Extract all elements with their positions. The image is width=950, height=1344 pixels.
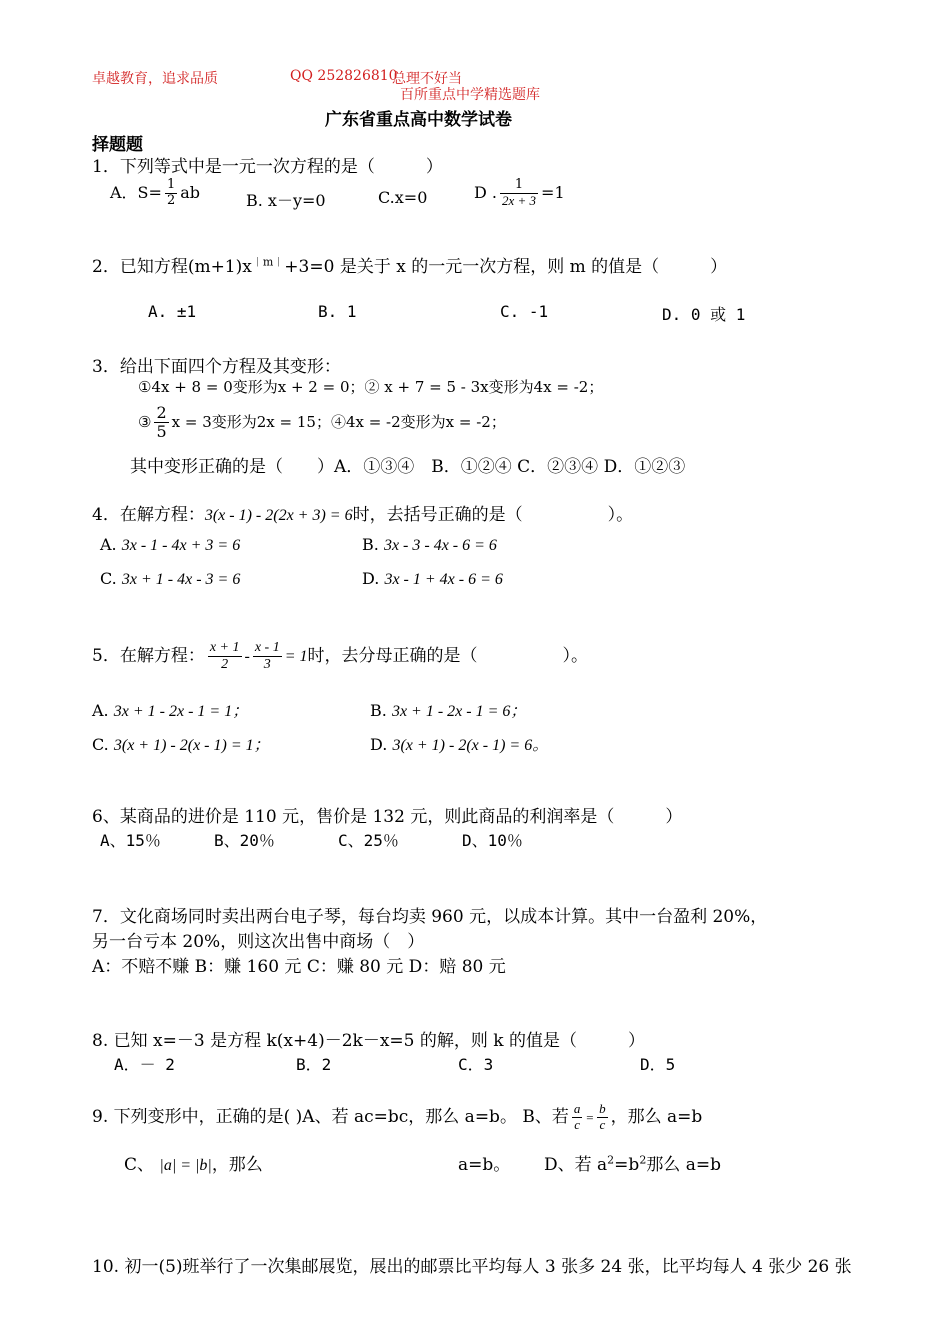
q6-option-a: A、15％ <box>100 831 161 850</box>
q1-option-c: C.x=0 <box>378 188 428 207</box>
q1-d-fraction: $\frac{1}{2x + 3}$ <box>502 177 537 208</box>
q6-option-d: D、10％ <box>462 831 523 850</box>
q2-option-a: A. ±1 <box>148 302 197 321</box>
q5-stem: 5．在解方程： $\frac{x + 1}{2}$ - $\frac{x - 1}{3}$ = 1时，去分母正确的是（ ）。 <box>92 640 589 673</box>
header-qq: QQ 252826810 <box>290 68 398 84</box>
q5-option-a: A. 3x + 1 - 2x - 1 = 1； <box>92 701 249 720</box>
q8-option-d: D．5 <box>640 1055 676 1074</box>
q4-option-b: B. 3x - 3 - 4x - 6 = 6 <box>362 535 497 554</box>
q2-stem: 2．已知方程$(m+1)x^{︱m︱}+3=0$ 是关于 x 的一元一次方程，则 m 的值是（ ） <box>92 255 728 277</box>
header-school: 卓越教育，追求品质 <box>92 71 218 87</box>
q4-option-a: A. 3x - 1 - 4x + 3 = 6 <box>100 535 241 554</box>
q5-option-b: B. 3x + 1 - 2x - 1 = 6； <box>370 701 527 720</box>
q1-option-d: D . $\frac{1}{2x + 3}$ =1 <box>474 177 565 208</box>
q3-stem: 3．给出下面四个方程及其变形： <box>92 357 341 377</box>
q1-option-a: A．S= $\frac{1}{2}$ ab <box>110 177 200 208</box>
q9-fraction-1: $\frac{a}{c}$ <box>573 1101 581 1132</box>
q8-stem: 8. 已知 x=－3 是方程 k(x+4)－2k－x=5 的解，则 k 的值是（ ） <box>92 1031 645 1051</box>
q4-option-c: C. 3x + 1 - 4x - 3 = 6 <box>100 569 241 588</box>
q1-option-b: B. x－y=0 <box>246 191 326 210</box>
q3-line-1: ①4x + 8 = 0变形为x + 2 = 0；② x + 7 = 5 - 3x变形为4x = -2； <box>138 378 604 396</box>
q5-fraction-2: $\frac{x - 1}{3}$ <box>254 640 280 673</box>
q5-option-d: D. 3(x + 1) - 2(x - 1) = 6。 <box>370 735 549 754</box>
q4-option-d: D. 3x - 1 + 4x - 6 = 6 <box>362 569 503 588</box>
q7-line-1: 7．文化商场同时卖出两台电子琴，每台均卖 960 元，以成本计算。其中一台盈利 20%， <box>92 907 768 927</box>
q7-options: A：不赔不赚 B：赚 160 元 C：赚 80 元 D：赔 80 元 <box>92 957 506 977</box>
q1-stem: 1．下列等式中是一元一次方程的是（ ） <box>92 157 443 177</box>
header-bank: 百所重点中学精选题库 <box>400 87 540 103</box>
q2-option-d: D. 0 或 1 <box>662 305 746 324</box>
q5-fraction-1: $\frac{x + 1}{2}$ <box>209 640 240 673</box>
q9-option-d: D、若 $a^2=b^2$那么 a=b <box>544 1153 721 1175</box>
q5-option-c: C. 3(x + 1) - 2(x - 1) = 1； <box>92 735 270 754</box>
q3-choices: 其中变形正确的是（ ）A．①③④ B．①②④ C．②③④ D．①②③ <box>130 457 686 477</box>
q9-option-c-result: a=b。 <box>458 1155 511 1175</box>
q9-stem: 9. 下列变形中，正确的是( )A、若 ac=bc，那么 a=b。 B、若 $\frac{a}{c}$ = $\frac{b}{c}$ ，那么 a=b <box>92 1101 703 1132</box>
q9-fraction-2: $\frac{b}{c}$ <box>599 1101 606 1132</box>
q8-option-a: A．－ 2 <box>114 1055 175 1074</box>
q8-option-b: B．2 <box>296 1055 332 1074</box>
q1-a-fraction: $\frac{1}{2}$ <box>166 177 176 208</box>
header-manager: 总理不好当 <box>392 71 462 87</box>
q10-stem: 10. 初一(5)班举行了一次集邮展览，展出的邮票比平均每人 3 张多 24 张，比平均每人 4 张少 26 张 <box>92 1257 852 1277</box>
q3-fraction: $\frac{2}{5}$ <box>156 403 167 442</box>
q6-option-b: B、20％ <box>214 831 275 850</box>
q8-option-c: C．3 <box>458 1055 494 1074</box>
q6-stem: 6、某商品的进价是 110 元，售价是 132 元，则此商品的利润率是（ ） <box>92 807 683 827</box>
q6-option-c: C、25％ <box>338 831 399 850</box>
q7-line-2: 另一台亏本 20%，则这次出售中商场（ ） <box>92 932 425 952</box>
q3-line-2: ③ $\frac{2}{5}$ x = 3变形为2x = 15；④4x = -2变形为x = -2； <box>138 403 506 442</box>
q2-option-b: B. 1 <box>318 302 357 321</box>
q4-stem: 4．在解方程：3(x - 1) - 2(2x + 3) = 6时，去括号正确的是（ ）。 <box>92 505 634 525</box>
page-title: 广东省重点高中数学试卷 <box>325 110 512 130</box>
section-heading: 择题题 <box>92 135 143 155</box>
q9-option-c: C、 |a| = |b|，那么 <box>124 1155 263 1175</box>
q2-option-c: C. -1 <box>500 302 549 321</box>
